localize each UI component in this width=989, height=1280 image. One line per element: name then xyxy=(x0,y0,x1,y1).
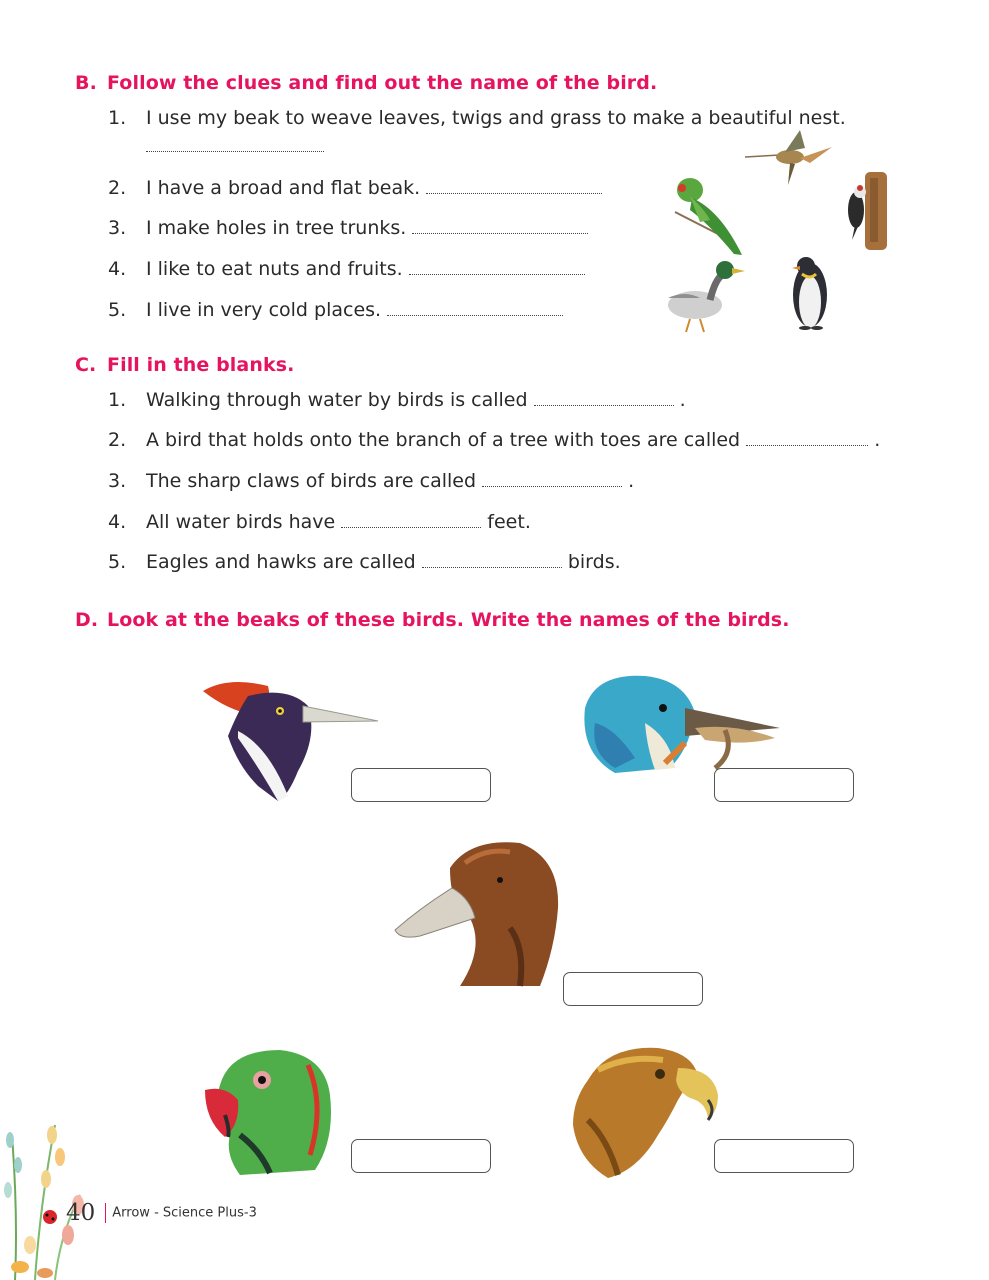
section-c-title: Fill in the blanks. xyxy=(107,354,295,376)
clue-number: 2. xyxy=(108,177,127,199)
duck-icon xyxy=(668,261,745,332)
blank-item-5 xyxy=(108,550,621,574)
blank-item-4 xyxy=(108,510,531,534)
kingfisher-head-icon xyxy=(575,668,785,778)
floral-decoration-icon xyxy=(0,1095,110,1280)
clue-text: I use my beak to weave leaves, twigs and grass to make a beautiful nest. xyxy=(146,107,846,129)
answer-box-eagle[interactable] xyxy=(714,1139,854,1173)
blank-after: . xyxy=(874,429,881,451)
blank-line-3[interactable] xyxy=(482,470,622,487)
clue-text: I have a broad and flat beak. xyxy=(146,177,421,199)
blank-line-4[interactable] xyxy=(341,511,481,528)
blank-number: 3. xyxy=(108,470,127,492)
hummingbird-icon xyxy=(745,130,832,185)
section-b-letter: B. xyxy=(75,72,97,94)
section-c-letter: C. xyxy=(75,354,97,376)
answer-line-clue-3[interactable] xyxy=(412,217,588,234)
blank-after: feet. xyxy=(487,511,531,533)
duck-head-icon xyxy=(390,838,570,988)
clue-number: 5. xyxy=(108,299,127,321)
section-d-letter: D. xyxy=(75,609,99,631)
blank-line-2[interactable] xyxy=(746,429,868,446)
blank-text: All water birds have xyxy=(146,511,336,533)
blank-after: . xyxy=(628,470,635,492)
blank-number: 2. xyxy=(108,429,127,451)
answer-box-woodpecker[interactable] xyxy=(351,768,491,802)
bird-cluster-illustration xyxy=(660,130,900,335)
clue-text: I like to eat nuts and fruits. xyxy=(146,258,403,280)
answer-line-clue-1[interactable] xyxy=(146,134,324,158)
blank-text: Walking through water by birds is called xyxy=(146,389,528,411)
blank-number: 4. xyxy=(108,511,127,533)
clue-number: 1. xyxy=(108,107,127,129)
answer-line-clue-2[interactable] xyxy=(426,177,602,194)
blank-line-1[interactable] xyxy=(534,389,674,406)
blank-after: . xyxy=(679,389,686,411)
answer-box-kingfisher[interactable] xyxy=(714,768,854,802)
book-title: Arrow - Science Plus-3 xyxy=(112,1205,257,1221)
section-b-title: Follow the clues and find out the name of the bird. xyxy=(107,72,658,94)
answer-box-duck[interactable] xyxy=(563,972,703,1006)
blank-item-2 xyxy=(108,428,880,452)
clue-item-1 xyxy=(108,106,846,130)
clue-item-3 xyxy=(108,216,588,240)
blank-line-5[interactable] xyxy=(422,551,562,568)
blank-number: 5. xyxy=(108,551,127,573)
page-number: 40 xyxy=(66,1200,96,1226)
parakeet-icon xyxy=(675,178,742,255)
clue-number: 3. xyxy=(108,217,127,239)
footer-divider xyxy=(105,1203,106,1223)
parakeet-head-icon xyxy=(200,1045,350,1180)
blank-number: 1. xyxy=(108,389,127,411)
page-footer xyxy=(66,1200,257,1226)
blank-text: Eagles and hawks are called xyxy=(146,551,416,573)
eagle-head-icon xyxy=(568,1040,723,1180)
section-b-heading xyxy=(75,72,657,94)
blank-text: The sharp claws of birds are called xyxy=(146,470,477,492)
blank-item-3 xyxy=(108,469,634,493)
penguin-icon xyxy=(792,257,827,330)
answer-box-parakeet[interactable] xyxy=(351,1139,491,1173)
clue-text: I make holes in tree trunks. xyxy=(146,217,407,239)
clue-item-4 xyxy=(108,257,585,281)
answer-line-clue-4[interactable] xyxy=(409,258,585,275)
woodpecker-icon xyxy=(848,172,887,250)
section-d-title: Look at the beaks of these birds. Write the names of the birds. xyxy=(107,609,790,631)
clue-item-2 xyxy=(108,176,602,200)
section-c-heading xyxy=(75,354,294,376)
blank-after: birds. xyxy=(567,551,621,573)
answer-line-clue-5[interactable] xyxy=(387,299,563,316)
blank-item-1 xyxy=(108,388,686,412)
blank-text: A bird that holds onto the branch of a tree with toes are called xyxy=(146,429,741,451)
clue-number: 4. xyxy=(108,258,127,280)
section-d-heading xyxy=(75,609,790,631)
clue-item-5 xyxy=(108,298,563,322)
clue-text: I live in very cold places. xyxy=(146,299,382,321)
